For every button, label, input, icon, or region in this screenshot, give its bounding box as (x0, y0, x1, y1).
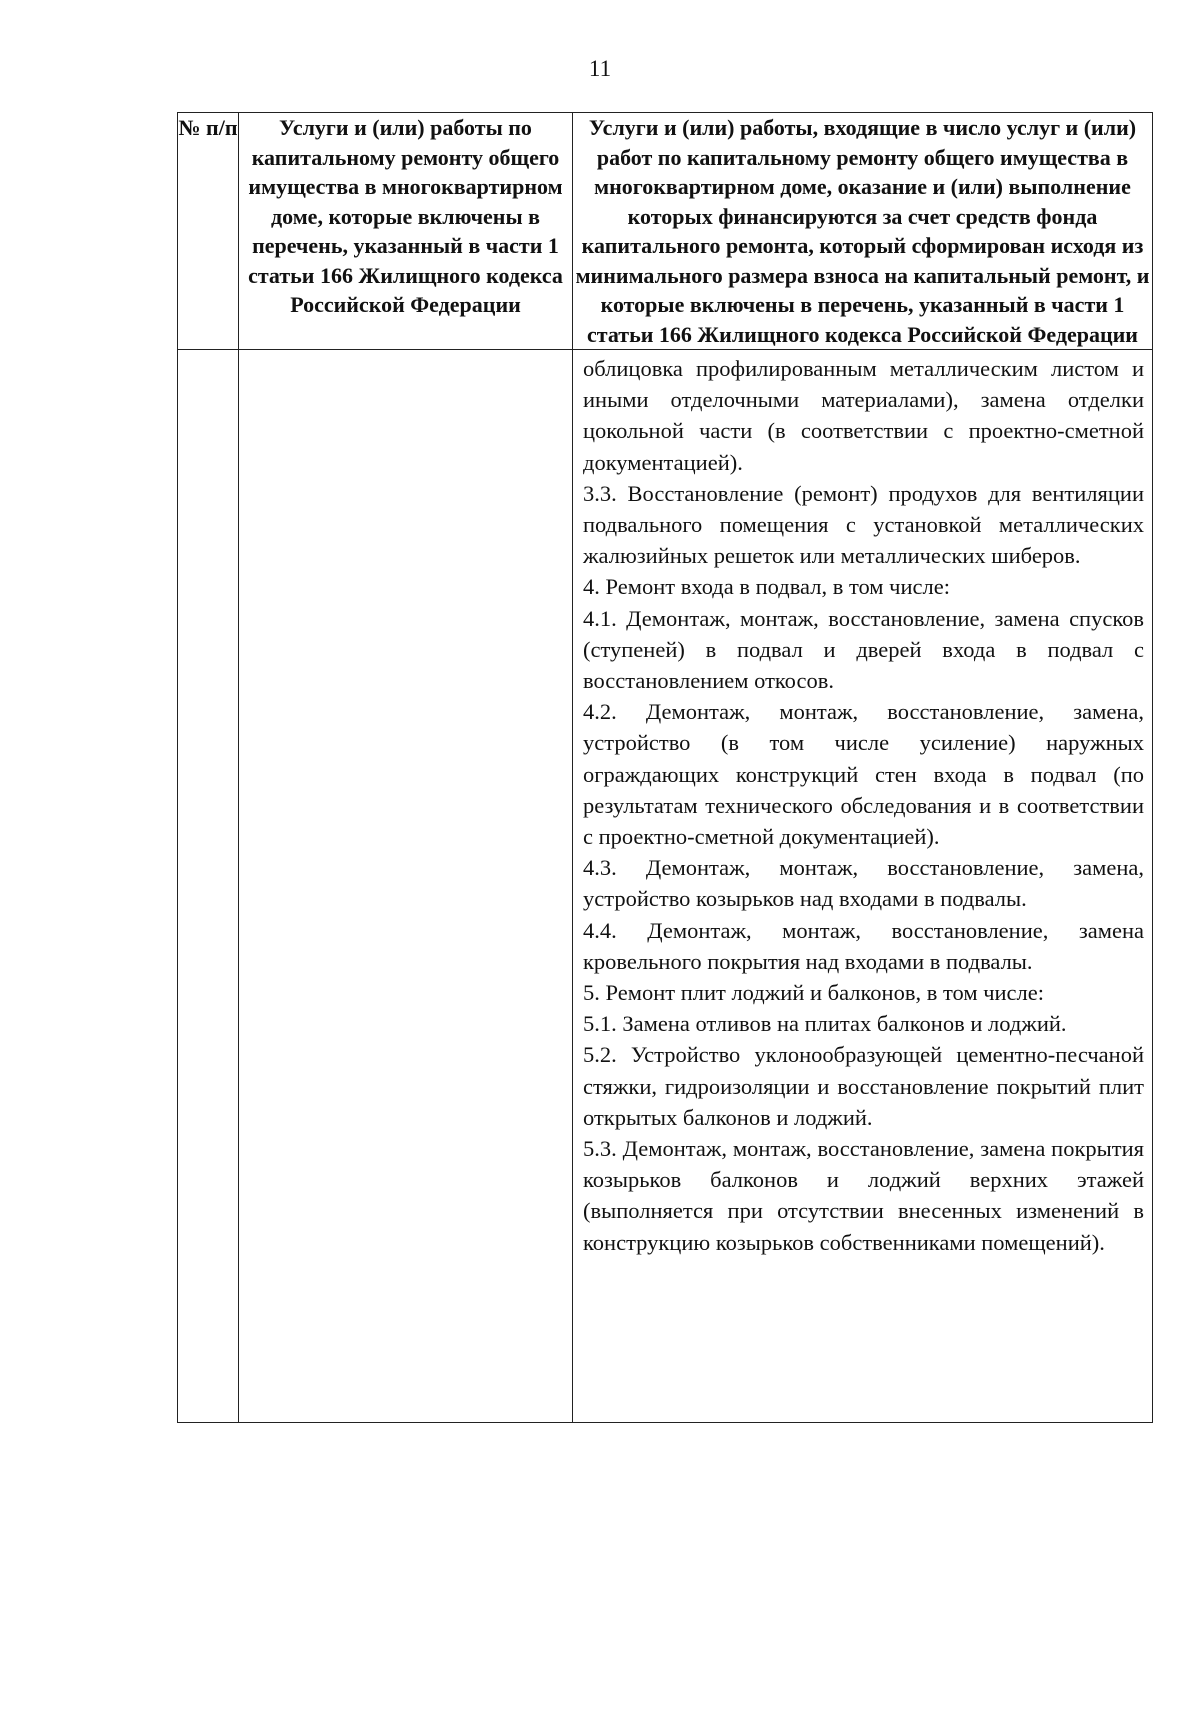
paragraph: 3.3. Восстановление (ремонт) продухов для вентиляции подвального помещения с установкой металлических жалюзийных решеток или металлических шиберов. (583, 480, 1144, 569)
included-works-text (573, 350, 1152, 1261)
paragraph: 5. Ремонт плит лоджий и балконов, в том числе: (583, 980, 1044, 1006)
paragraph: 4.3. Демонтаж, монтаж, восстановление, замена, устройство козырьков над входами в подвалы. (583, 855, 1144, 912)
paragraph: облицовка профилированным металлическим листом и иными отделочными материалами), замена отделки цокольной части (в соответствии с проектно-сметной документацией). (583, 356, 1144, 475)
page-number: 11 (588, 56, 612, 81)
capital-repair-table (177, 112, 1153, 1423)
paragraph: 5.2. Устройство уклонообразующей цементно-песчаной стяжки, гидроизоляции и восстановление покрытий плит открытых балконов и лоджий. (583, 1042, 1144, 1130)
header-included-works: Услуги и (или) работы, входящие в число услуг и (или) работ по капитальному ремонту общего имущества в многоквартирном доме, оказание и (или) выполнение которых финансируются за счет средств фонда капитального ремонта, который сформирован исходя из минимального размера взноса на капитальный ремонт, и которые включены в перечень, указанный в части 1 статьи 166 Жилищного кодекса Российской Федерации (573, 113, 1153, 350)
header-services: Услуги и (или) работы по капитальному ремонту общего имущества в многоквартирном доме, которые включены в перечень, указанный в части 1 статьи 166 Жилищного кодекса Российской Федерации (239, 113, 573, 350)
paragraph: 4.4. Демонтаж, монтаж, восстановление, замена кровельного покрытия над входами в подвалы. (583, 917, 1144, 974)
table-row (178, 350, 1153, 1423)
paragraph: 4. Ремонт входа в подвал, в том числе: (583, 574, 950, 600)
row-services-cell (239, 350, 573, 1423)
row-included-cell (573, 350, 1153, 1423)
paragraph: 4.2. Демонтаж, монтаж, восстановление, замена, устройство (в том числе усиление) наружных ограждающих конструкций стен входа в подвал (по результатам технического обследования и в соответствии с проектно-сметной документацией). (583, 699, 1144, 850)
header-number: № п/п (178, 113, 239, 350)
paragraph: 4.1. Демонтаж, монтаж, восстановление, замена спусков (ступеней) в подвал и дверей входа в подвал с восстановлением откосов. (583, 605, 1144, 694)
paragraph: 5.1. Замена отливов на плитах балконов и лоджий. (583, 1011, 1067, 1037)
paragraph: 5.3. Демонтаж, монтаж, восстановление, замена покрытия козырьков балконов и лоджий верхних этажей (выполняется при отсутствии внесенных изменений в конструкцию козырьков собственниками помещений). (583, 1136, 1144, 1255)
table-header-row (178, 113, 1153, 350)
row-number-cell (178, 350, 239, 1423)
